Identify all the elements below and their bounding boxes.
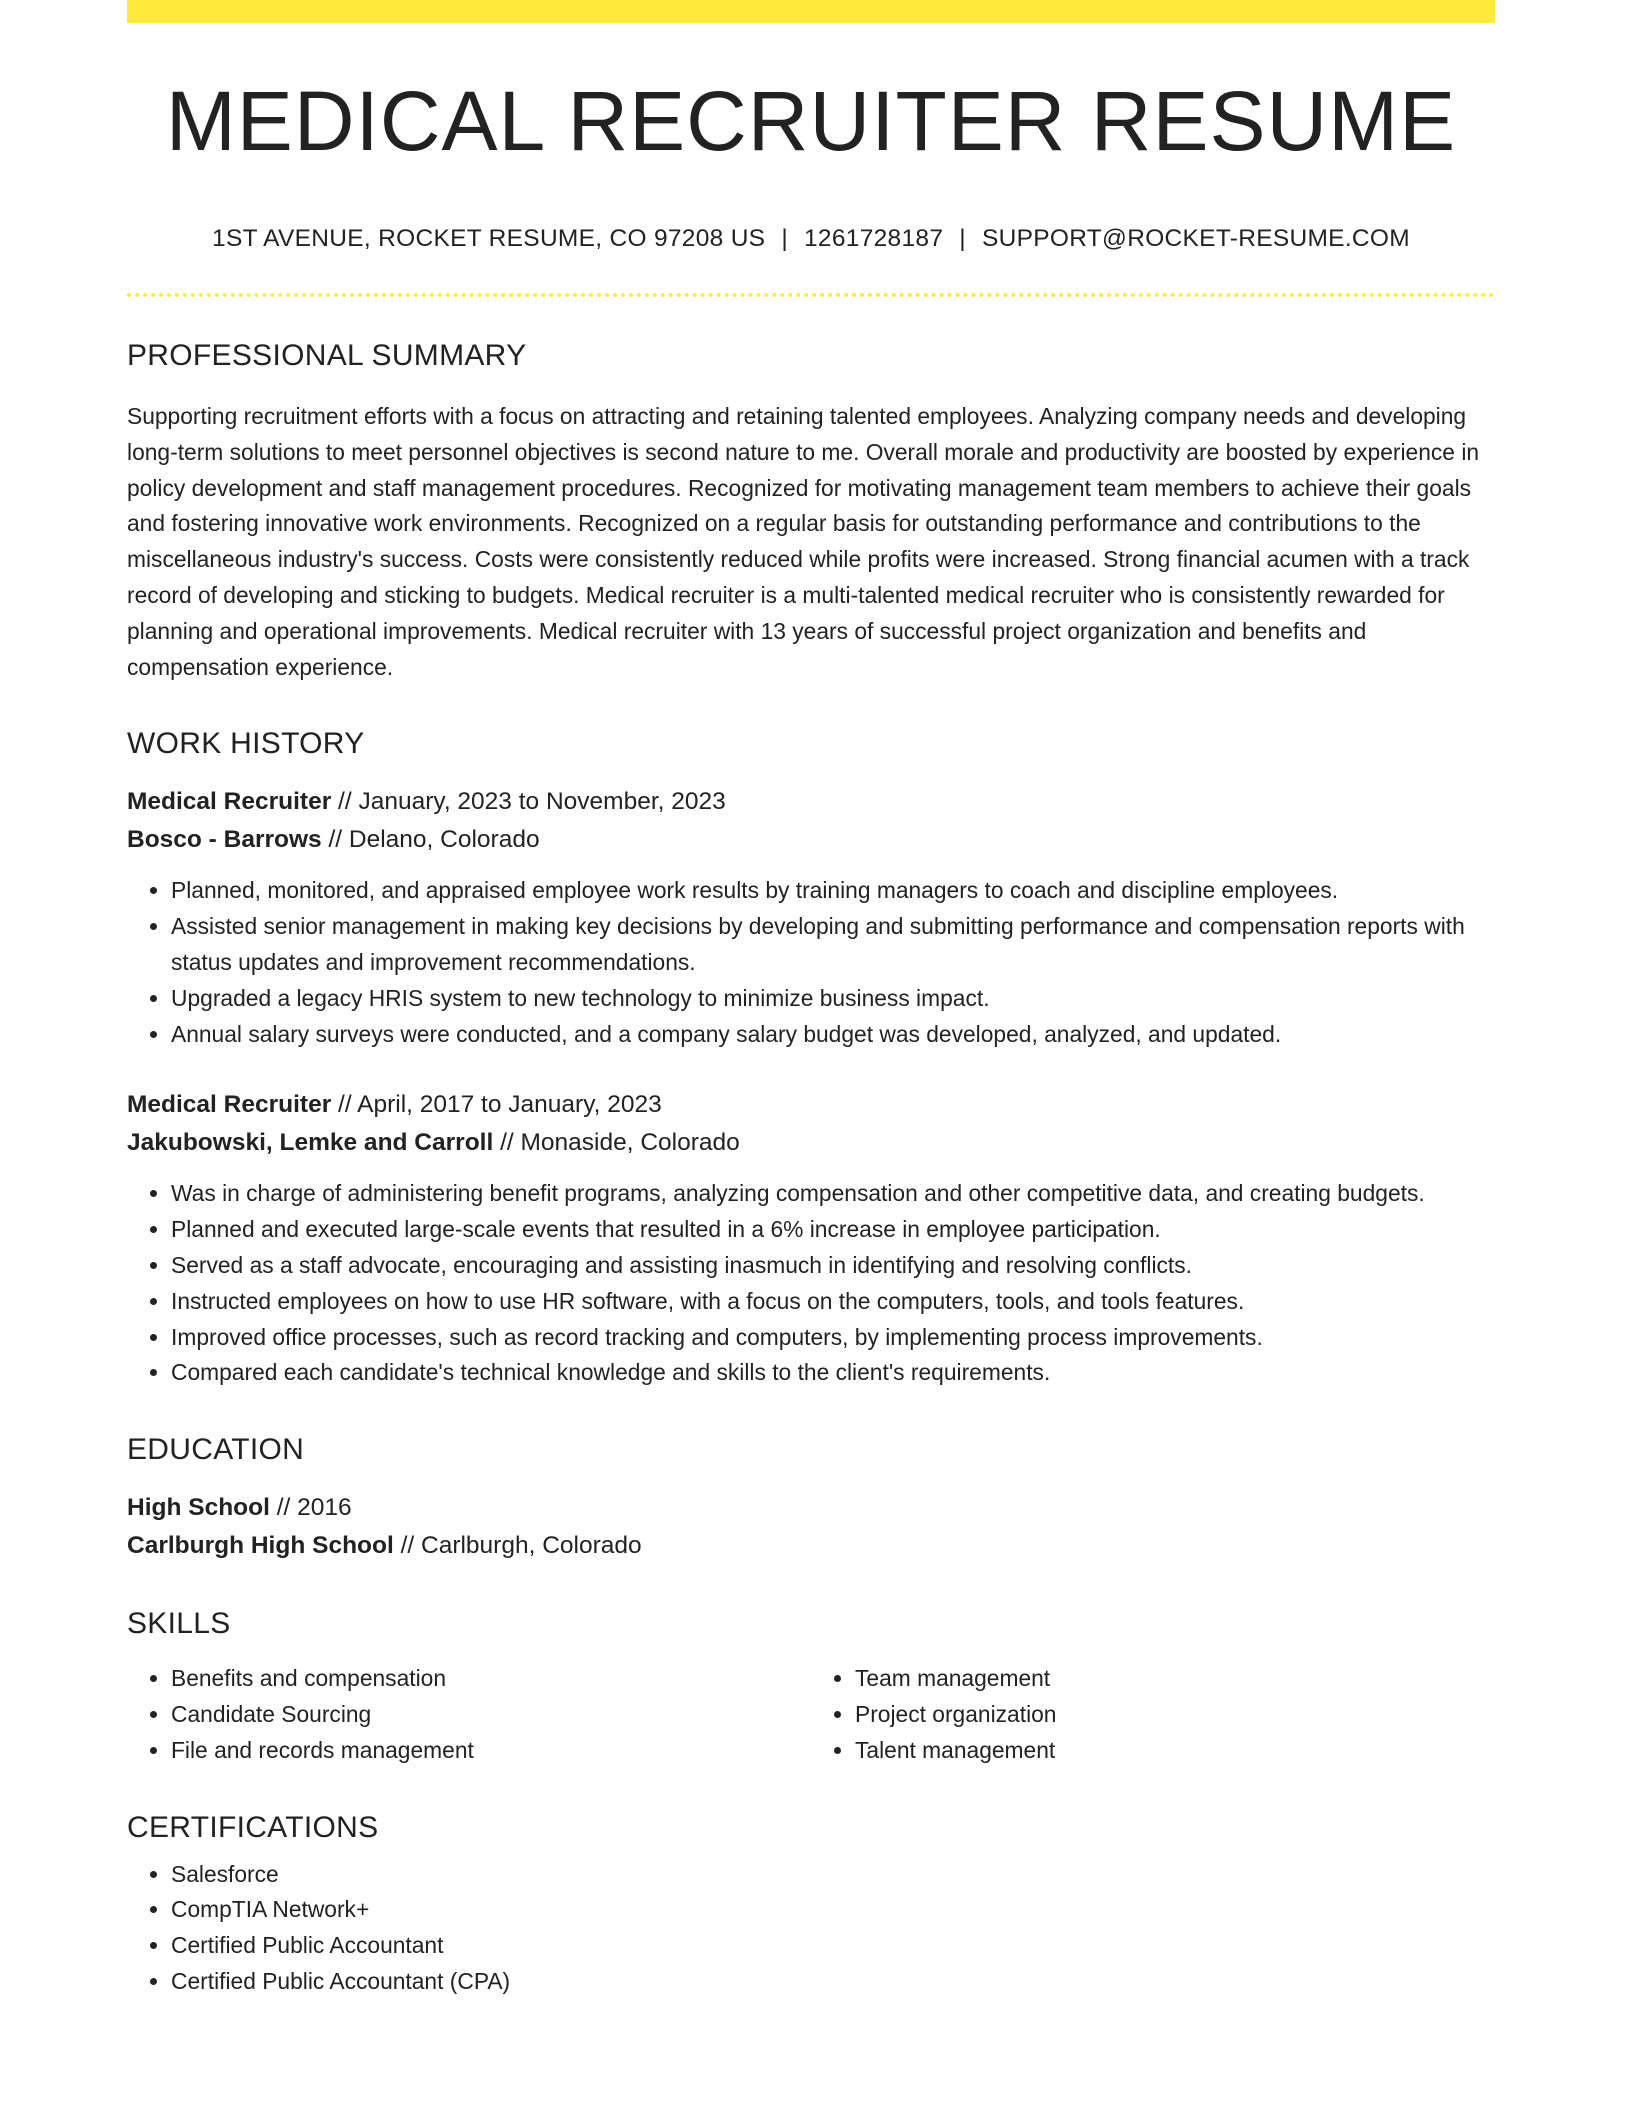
job-bullet: • Planned and executed large-scale events that resulted in a 6% increase in employee participation. [171,1212,1495,1248]
contact-separator: | [781,225,788,252]
work-history-heading: WORK HISTORY [127,727,365,761]
education-entry [127,1489,1495,1565]
certification-item: • Salesforce [171,1857,1495,1893]
education-degree-line [127,1489,1495,1527]
skill-item: • Candidate Sourcing [171,1697,811,1733]
job-bullet: • Improved office processes, such as record tracking and computers, by implementing process improvements. [171,1320,1495,1356]
header-divider [127,293,1495,297]
skills-heading: SKILLS [127,1607,231,1641]
job-bullet: • Instructed employees on how to use HR software, with a focus on the computers, tools, and tools features. [171,1284,1495,1320]
job-company: Bosco - Barrows [127,826,322,854]
education-year: // 2016 [269,1494,352,1522]
skill-item: • File and records management [171,1733,811,1769]
job-location: // Monaside, Colorado [493,1129,740,1157]
job-bullets [127,873,1495,1052]
skills-right-list [811,1661,1495,1768]
education-location: // Carlburgh, Colorado [393,1532,642,1560]
job-bullet: • Planned, monitored, and appraised employee work results by training managers to coach and discipline employees. [171,873,1495,909]
contact-email: SUPPORT@ROCKET-RESUME.COM [981,225,1410,252]
job-role-line [127,783,1495,821]
job-dates: // April, 2017 to January, 2023 [331,1091,662,1119]
job-role: Medical Recruiter [127,1091,332,1119]
contact-address: 1ST AVENUE, ROCKET RESUME, CO 97208 US [212,225,766,252]
certifications-heading: CERTIFICATIONS [127,1810,379,1844]
job-company-line [127,1124,1495,1162]
skill-item: • Benefits and compensation [171,1661,811,1697]
contact-phone: 1261728187 [804,225,944,252]
contact-line [127,225,1495,253]
skill-item: • Project organization [855,1697,1495,1733]
education-school: Carlburgh High School [127,1532,394,1560]
job-role: Medical Recruiter [127,788,332,816]
job-bullet: • Was in charge of administering benefit programs, analyzing compensation and other competitive data, and creating budgets. [171,1176,1495,1212]
certifications-list [127,1857,1495,2000]
certification-item: • Certified Public Accountant (CPA) [171,1964,1495,2000]
certification-item: • Certified Public Accountant [171,1928,1495,1964]
job-entry [127,1086,1495,1391]
job-bullets [127,1176,1495,1391]
job-bullet: • Annual salary surveys were conducted, and a company salary budget was developed, analyzed, and updated. [171,1017,1495,1053]
skill-item: • Team management [855,1661,1495,1697]
job-role-line [127,1086,1495,1124]
education-school-line [127,1527,1495,1565]
skills-columns [127,1661,1495,1768]
skill-item: • Talent management [855,1733,1495,1769]
summary-text: Supporting recruitment efforts with a focus on attracting and retaining talented employees. Analyzing company needs and developing long-term solutions to meet personnel objectives is second nature to me. Overall morale and productivity are boosted by experience in policy development and staff management procedures. Recognized for motivating management team members to achieve their goals and fostering innovative work environments. Recognized on a regular basis for outstanding performance and contributions to the miscellaneous industry's success. Costs were consistently reduced while profits were increased. Strong financial acumen with a track record of developing and sticking to budgets. Medical recruiter is a multi-talented medical recruiter who is consistently rewarded for planning and operational improvements. Medical recruiter with 13 years of successful project organization and benefits and compensation experience. [127,403,1480,680]
job-bullet: • Compared each candidate's technical knowledge and skills to the client's requirements. [171,1355,1495,1391]
contact-separator: | [959,225,966,252]
top-accent-bar [127,0,1495,23]
job-bullet: • Served as a staff advocate, encouraging and assisting inasmuch in identifying and resolving conflicts. [171,1248,1495,1284]
skills-left-list [127,1661,811,1768]
job-company: Jakubowski, Lemke and Carroll [127,1129,494,1157]
education-degree: High School [127,1494,270,1522]
certification-item: • CompTIA Network+ [171,1892,1495,1928]
resume-title: MEDICAL RECRUITER RESUME [165,74,1457,168]
job-company-line [127,821,1495,859]
job-bullet: • Upgraded a legacy HRIS system to new technology to minimize business impact. [171,981,1495,1017]
job-dates: // January, 2023 to November, 2023 [331,788,726,816]
summary-heading: PROFESSIONAL SUMMARY [127,339,527,372]
education-heading: EDUCATION [127,1433,305,1467]
job-location: // Delano, Colorado [321,826,540,854]
job-entry [127,783,1495,1052]
resume-page [127,0,1495,2000]
job-bullet: • Assisted senior management in making key decisions by developing and submitting performance and compensation reports with status updates and improvement recommendations. [171,909,1495,981]
